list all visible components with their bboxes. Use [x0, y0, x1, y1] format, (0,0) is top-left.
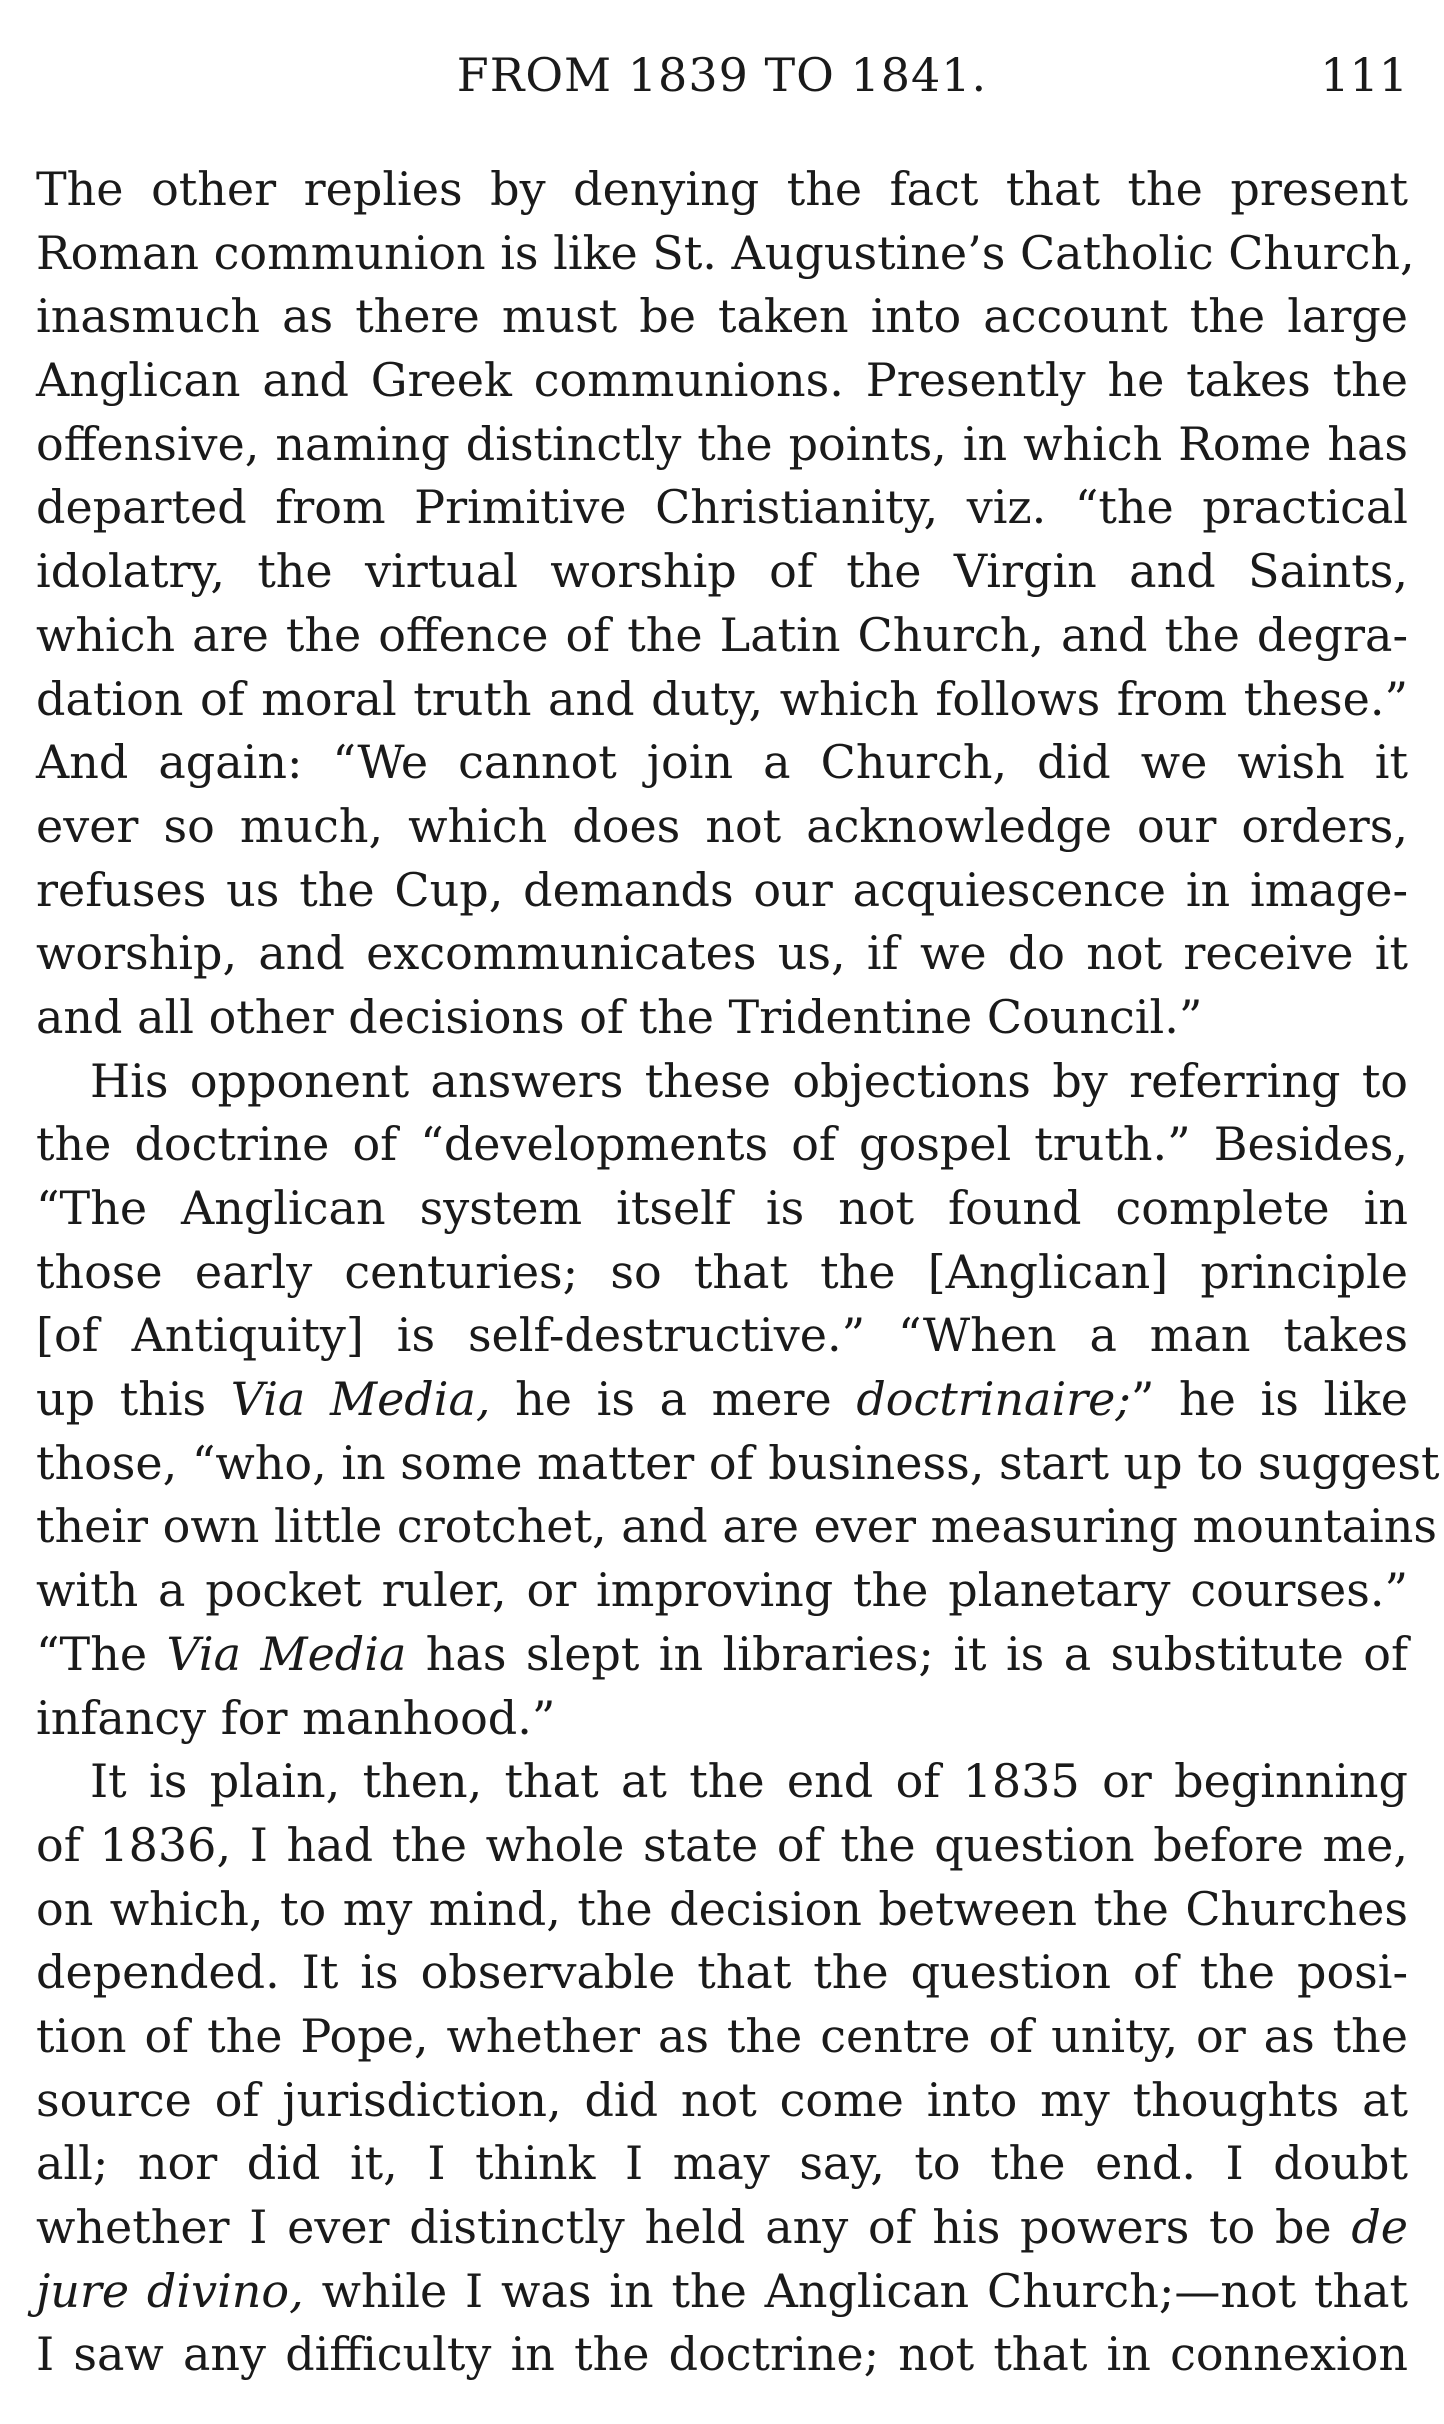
italic-text: doctrinaire; [856, 1372, 1131, 1427]
italic-text: Via Media [166, 1626, 407, 1681]
text-line [36, 795, 1408, 859]
text-line [36, 476, 1408, 540]
text-line [36, 1495, 1437, 1559]
text-span: ever so much, which does not acknowledge our orders, [36, 798, 1408, 853]
text-span: all; nor did it, I think I may say, to the end. I doubt [36, 2136, 1408, 2191]
text-line [36, 1623, 1408, 1687]
text-line [36, 540, 1408, 604]
page-number: 111 [1320, 48, 1408, 102]
text-span: inasmuch as there must be taken into account the large [36, 289, 1408, 344]
text-line [36, 2323, 1408, 2387]
text-line [36, 1432, 1440, 1496]
text-line [36, 1559, 1408, 1623]
text-span: offensive, naming distinctly the points, in which Rome has [36, 416, 1408, 471]
text-span: those early centuries; so that the [Anglican] principle [36, 1244, 1408, 1299]
text-line [36, 731, 1408, 795]
text-span: their own little crotchet, and are ever measuring mountains [36, 1499, 1437, 1554]
body-text [36, 158, 1440, 2387]
text-span: Roman communion is like St. Augustine’s Catholic Church, [36, 225, 1415, 280]
text-span: source of jurisdiction, did not come into my thoughts at [36, 2072, 1408, 2127]
page-header [36, 48, 1408, 118]
text-line [36, 413, 1408, 477]
text-span: [of Antiquity] is self-destructive.” “When a man takes [36, 1308, 1408, 1363]
text-span: of 1836, I had the whole state of the question before me, [36, 1817, 1408, 1872]
text-line [36, 1750, 1408, 1814]
text-line [36, 2196, 1408, 2260]
text-line [36, 1304, 1408, 1368]
text-line [36, 1941, 1408, 2005]
text-span: Anglican and Greek communions. Presently he takes the [36, 353, 1408, 408]
text-line [36, 604, 1408, 668]
italic-text: de [1351, 2200, 1408, 2254]
text-line [36, 2069, 1408, 2133]
text-span: whether I ever distinctly held any of his powers to be [36, 2200, 1352, 2254]
text-span: “The [36, 1626, 167, 1681]
text-span: departed from Primitive Christianity, viz. “the practical [36, 480, 1408, 535]
text-line [36, 2005, 1408, 2069]
text-span: His opponent answers these objections by referring to [90, 1053, 1408, 1108]
text-line [36, 1368, 1408, 1432]
text-line [36, 668, 1408, 732]
text-span: “The Anglican system itself is not found complete in [36, 1181, 1408, 1235]
running-title: FROM 1839 TO 1841. [456, 48, 988, 102]
text-line [36, 1878, 1408, 1942]
text-line [36, 1814, 1408, 1878]
text-line [36, 222, 1415, 286]
text-span: with a pocket ruler, or improving the planetary courses.” [36, 1563, 1408, 1618]
text-span: ” he is like [1130, 1372, 1408, 1427]
text-span: refuses us the Cup, demands our acquiescence in image- [36, 862, 1408, 917]
text-line [36, 285, 1408, 349]
text-span: on which, to my mind, the decision between the Churches [36, 1881, 1408, 1936]
text-line [36, 1177, 1408, 1241]
text-span: It is plain, then, that at the end of 1835 or beginning [90, 1754, 1408, 1809]
text-span: those, “who, in some matter of business, start up to suggest [36, 1435, 1440, 1490]
text-line [36, 2132, 1408, 2196]
text-line [36, 1113, 1408, 1177]
text-span: up this [36, 1372, 231, 1427]
text-span: which are the offence of the Latin Church, and the degra- [36, 607, 1408, 662]
text-span: worship, and excommunicates us, if we do not receive it [36, 926, 1408, 981]
text-line [36, 1687, 1408, 1751]
text-span: The other replies by denying the fact that the present [36, 162, 1408, 216]
text-span: and all other decisions of the Tridentine Council.” [36, 989, 1203, 1044]
text-line [36, 1050, 1408, 1114]
text-span: he is a mere [490, 1372, 857, 1427]
text-span: depended. It is observable that the question of the posi- [36, 1945, 1408, 2000]
text-line [36, 922, 1408, 986]
text-line [36, 2260, 1408, 2324]
text-span: I saw any difficulty in the doctrine; not that in connexion [36, 2327, 1408, 2382]
text-line [36, 349, 1408, 413]
italic-text: Via Media, [230, 1372, 491, 1427]
italic-text: jure divino, [36, 2263, 304, 2318]
text-line [36, 986, 1408, 1050]
text-span: the doctrine of “developments of gospel truth.” Besides, [36, 1117, 1408, 1172]
text-span: And again: “We cannot join a Church, did we wish it [36, 735, 1408, 790]
text-span: tion of the Pope, whether as the centre of unity, or as the [36, 2008, 1408, 2063]
text-line [36, 1241, 1408, 1305]
text-span: has slept in libraries; it is a substitute of [406, 1626, 1409, 1681]
text-span: dation of moral truth and duty, which follows from these.” [36, 671, 1408, 726]
text-line [36, 158, 1408, 222]
text-span: while I was in the Anglican Church;—not that [303, 2263, 1408, 2318]
text-span: infancy for manhood.” [36, 1690, 556, 1745]
text-line [36, 859, 1408, 923]
text-span: idolatry, the virtual worship of the Virgin and Saints, [36, 544, 1408, 599]
